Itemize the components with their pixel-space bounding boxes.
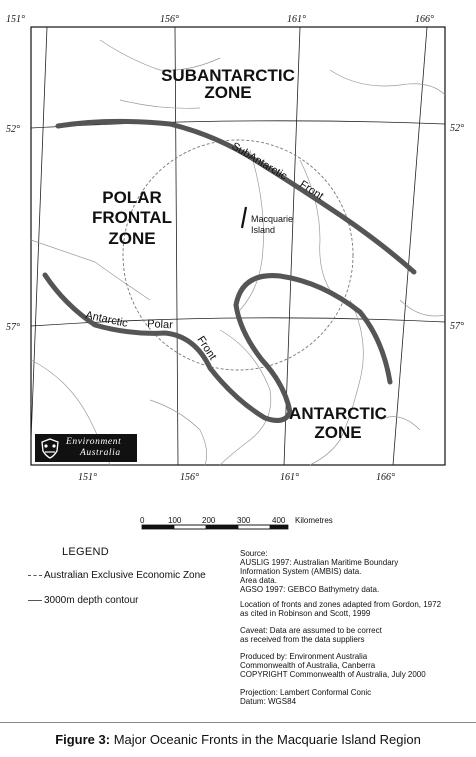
zone-label-antarctic: ANTARCTIC (289, 404, 387, 423)
front-label-subantarctic: SubAntarctic (229, 140, 290, 183)
projection-note: Projection: Lambert Conformal Conic Datum: WGS84 (240, 688, 372, 706)
top-lon-label: 156° (160, 14, 179, 25)
bottom-lon-label: 166° (376, 472, 395, 483)
antarctic-polar-front-line (45, 275, 390, 420)
zone-label-subantarctic: SUBANTARCTIC (161, 66, 295, 85)
scale-bar (135, 516, 315, 534)
legend-row-contour (28, 595, 139, 606)
producer-note: Produced by: Environment Australia Commonwealth of Australia, Canberra COPYRIGHT Commonwealth of Australia, July 2000 (240, 652, 426, 679)
scale-tick: 300 (237, 516, 251, 525)
source-note: Source: AUSLIG 1997: Australian Maritime Boundary Information System (AMBIS) data. Area data. AGSO 1997: GEBCO Bathymetry data. (240, 549, 399, 594)
front-label-subantarctic: Front (297, 178, 326, 203)
zone-label-subantarctic: ZONE (204, 83, 252, 102)
figure-caption (0, 732, 476, 747)
bottom-lon-label: 161° (280, 472, 299, 483)
caption-bar (0, 722, 476, 757)
front-label-antarctic-polar: Antarctic (84, 309, 129, 330)
environment-australia-logo (35, 434, 137, 462)
top-lon-label: 161° (287, 14, 306, 25)
scale-tick: 400 (272, 516, 286, 525)
caption-text: Major Oceanic Fronts in the Macquarie Island Region (110, 732, 421, 747)
zone-label-antarctic: ZONE (314, 423, 362, 442)
left-lat-label: 57° (6, 322, 20, 333)
logo-text: Environment (66, 437, 122, 447)
front-label-antarctic-polar: Front (194, 334, 219, 363)
caveat-note: Caveat: Data are assumed to be correct as received from the data suppliers (240, 626, 382, 644)
legend-row-eez (28, 570, 206, 581)
macquarie-island-shape (242, 207, 246, 228)
caption-label: Figure 3: (55, 732, 111, 747)
island-label: Macquarie (251, 214, 294, 224)
island-label: Island (251, 225, 276, 235)
contour-swatch (28, 600, 42, 601)
right-lat-label: 57° (450, 321, 464, 332)
eez-swatch (28, 575, 42, 576)
top-lon-label: 151° (6, 14, 25, 25)
scale-tick: 0 (140, 516, 145, 525)
legend-title: LEGEND (62, 546, 110, 558)
legend-label: 3000m depth contour (44, 595, 139, 606)
left-lat-label: 52° (6, 124, 20, 135)
fronts-source-note: Location of fronts and zones adapted from Gordon, 1972 as cited in Robinson and Scott, 1999 (240, 600, 442, 618)
front-label-antarctic-polar: Polar (146, 318, 174, 332)
bottom-lon-label: 156° (180, 472, 199, 483)
legend-label: Australian Exclusive Economic Zone (44, 570, 206, 581)
crest-icon (38, 437, 62, 459)
scale-unit: Kilometres (295, 516, 333, 525)
scale-tick: 100 (168, 516, 182, 525)
zone-label-polar-frontal: FRONTAL (92, 208, 172, 227)
logo-text: Australia (80, 448, 121, 458)
zone-label-polar-frontal: POLAR (102, 188, 162, 207)
scale-tick: 200 (202, 516, 216, 525)
zone-label-polar-frontal: ZONE (108, 229, 156, 248)
right-lat-label: 52° (450, 123, 464, 134)
bottom-lon-label: 151° (78, 472, 97, 483)
top-lon-label: 166° (415, 14, 434, 25)
